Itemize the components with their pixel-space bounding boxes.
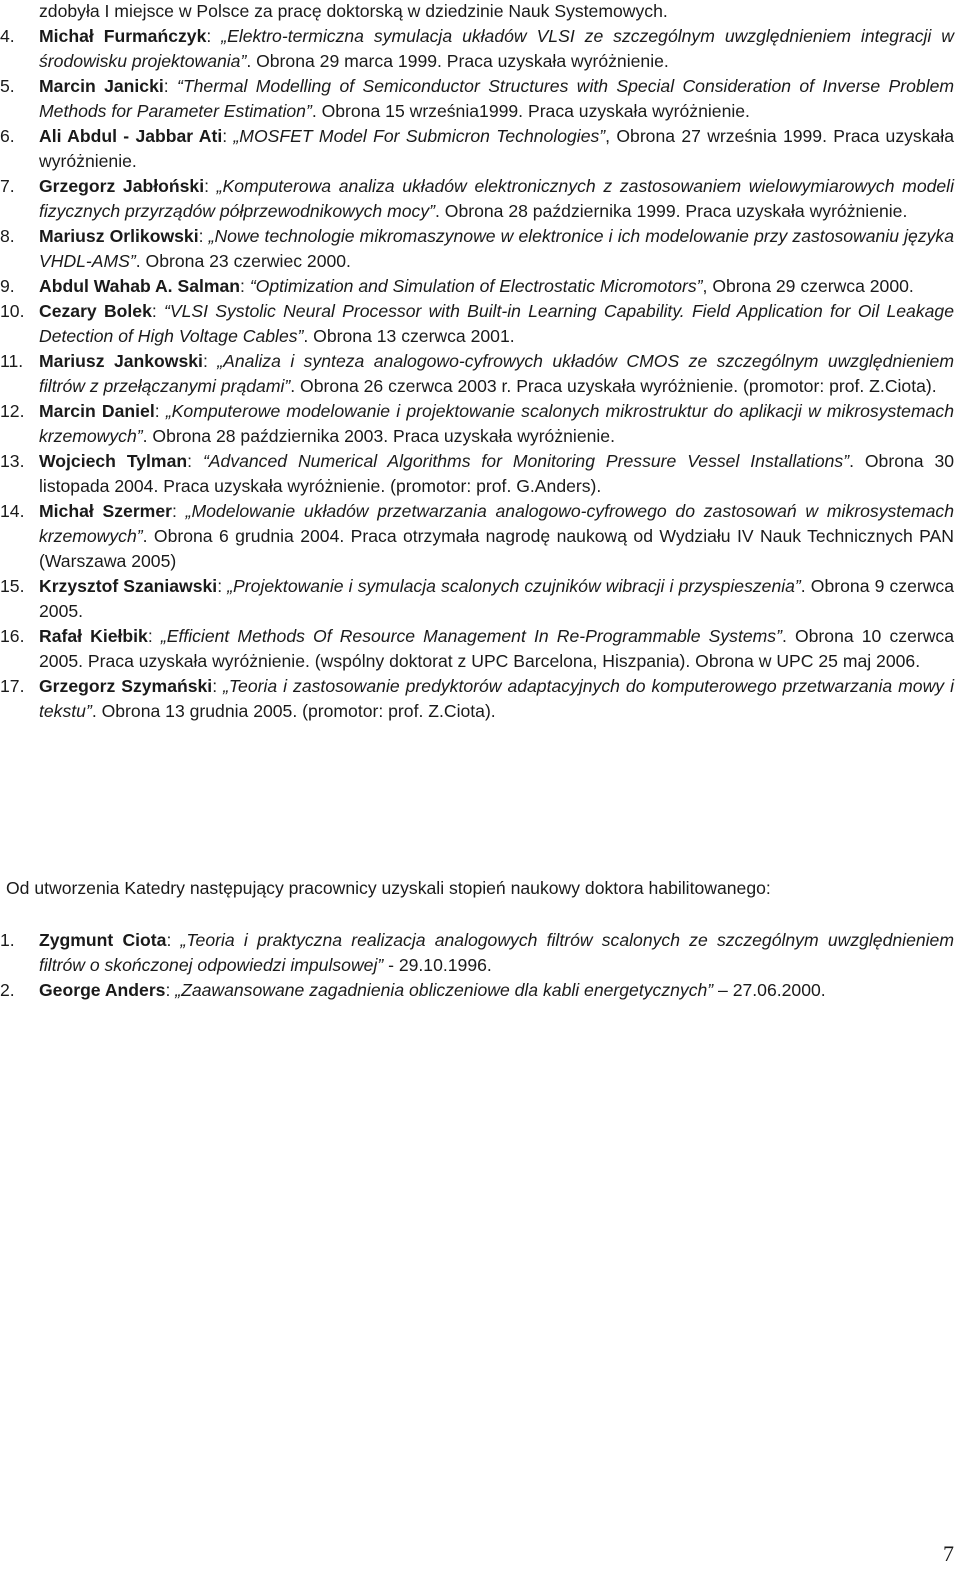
defense-details: – 27.06.2000. [713,980,826,1000]
separator: : [204,176,217,196]
separator: : [187,451,203,471]
defense-details: . Obrona 28 października 2003. Praca uzyskała wyróżnienie. [142,426,615,446]
person-name: Grzegorz Jabłoński [39,176,205,196]
defense-details: . Obrona 30 listopada 2004. Praca uzyskała wyróżnienie. (promotor: prof. G.Anders). [39,451,955,496]
person-name: Marcin Daniel [39,401,155,421]
separator: : [198,226,209,246]
thesis-title: “Advanced Numerical Algorithms for Monitoring Pressure Vessel Installations” [202,451,850,471]
separator: : [165,980,176,1000]
defense-details: . Obrona 6 grudnia 2004. Praca otrzymała nagrodę naukową od Wydziału IV Nauk Technicznych PAN (Warszawa 2005) [39,526,954,571]
person-name: Rafał Kiełbik [39,626,148,646]
defense-details: . Obrona 29 marca 1999. Praca uzyskała wyróżnienie. [246,51,669,71]
item-number: 8. [0,226,15,246]
person-name: Mariusz Jankowski [39,351,203,371]
separator: : [154,401,166,421]
list-item [0,174,954,224]
item-number: 17. [0,676,25,696]
thesis-title: „Teoria i zastosowanie predyktorów adaptacyjnych do komputerowego przetwarzania mowy i tekstu” [39,676,954,721]
item-number: 12. [0,401,25,421]
defense-details: . Obrona 23 czerwiec 2000. [135,251,351,271]
defense-details: . Obrona 13 grudnia 2005. (promotor: prof. Z.Ciota). [91,701,496,721]
separator: : [240,276,250,296]
defense-details: , Obrona 27 września 1999. Praca uzyskała wyróżnienie. [39,126,954,171]
person-name: Cezary Bolek [39,301,152,321]
list-item [0,349,954,399]
defense-details: . Obrona 26 czerwca 2003 r. Praca uzyskała wyróżnienie. (promotor: prof. Z.Ciota). [290,376,937,396]
list-item [0,574,954,624]
separator: : [151,301,164,321]
item-number: 14. [0,501,25,521]
list-item [0,299,954,349]
item-number: 16. [0,626,25,646]
list-item [0,674,954,724]
person-name: Wojciech Tylman [39,451,188,471]
thesis-title: “VLSI Systolic Neural Processor with Built-in Learning Capability. Field Application for Oil Leakage Detection of High Voltage Cables” [39,301,954,346]
defense-details: , Obrona 29 czerwca 2000. [702,276,914,296]
separator: : [217,576,228,596]
thesis-title: „Teoria i praktyczna realizacja analogowych filtrów scalonych ze szczególnym uwzględnieniem filtrów o skończonej odpowiedzi impulsowej” [39,930,954,975]
list-item [0,24,954,74]
thesis-title: „Zaawansowane zagadnienia obliczeniowe dla kabli energetycznych” [175,980,714,1000]
person-name: Michał Furmańczyk [39,26,207,46]
person-name: Mariusz Orlikowski [39,226,199,246]
thesis-title: “Thermal Modelling of Semiconductor Structures with Special Consideration of Inverse Problem Methods for Parameter Estimation” [39,76,955,121]
list-item [0,124,954,174]
separator: : [166,930,181,950]
defense-details: . Obrona 28 października 1999. Praca uzyskała wyróżnienie. [435,201,908,221]
page-number: 7 [943,1541,954,1566]
item-number: 2. [0,980,15,1000]
list-item [0,74,954,124]
phd-list [0,24,954,724]
thesis-title: „Modelowanie układów przetwarzania analogowo-cyfrowego do zastosowań w mikrosystemach krzemowych” [39,501,954,546]
person-name: Krzysztof Szaniawski [39,576,218,596]
thesis-title: „Analiza i synteza analogowo-cyfrowych układów CMOS ze szczególnym uwzględnieniem filtrów z przełączanymi prądami” [39,351,954,396]
item-number: 10. [0,301,25,321]
item-number: 7. [0,176,15,196]
thesis-title: „Komputerowa analiza układów elektronicznych z zastosowaniem wielowymiarowych modeli fizycznych przyrządów półprzewodnikowych mocy” [39,176,954,221]
separator: : [147,626,161,646]
list-item [0,624,954,674]
separator: : [163,76,178,96]
person-name: Grzegorz Szymański [39,676,213,696]
item-number: 1. [0,930,15,950]
list-item [0,928,954,978]
separator: : [222,126,234,146]
item-number: 9. [0,276,15,296]
person-name: Michał Szermer [39,501,172,521]
separator: : [212,676,224,696]
thesis-title: “Optimization and Simulation of Electrostatic Micromotors” [249,276,703,296]
person-name: Abdul Wahab A. Salman [39,276,241,296]
item-number: 13. [0,451,25,471]
item-number: 11. [0,351,24,371]
item-number: 6. [0,126,15,146]
thesis-title: „Projektowanie i symulacja scalonych czujników wibracji i przyspieszenia” [227,576,801,596]
thesis-title: „MOSFET Model For Submicron Technologies” [233,126,606,146]
defense-details: . Obrona 9 czerwca 2005. [39,576,955,621]
thesis-title: „Efficient Methods Of Resource Management In Re-Programmable Systems” [160,626,782,646]
person-name: Marcin Janicki [39,76,164,96]
separator: : [206,26,222,46]
defense-details: . Obrona 15 września1999. Praca uzyskała wyróżnienie. [311,101,750,121]
person-name: George Anders [39,980,166,1000]
thesis-title: „Nowe technologie mikromaszynowe w elektronice i ich modelowanie przy zastosowaniu języka VHDL-AMS” [39,226,955,271]
list-item [0,978,954,1003]
list-item [0,399,954,449]
separator: : [202,351,218,371]
habilitation-intro-text: Od utworzenia Katedry następujący pracownicy uzyskali stopień naukowy doktora habilitowanego: [6,878,771,898]
list-item [0,449,954,499]
item-number: 5. [0,76,15,96]
person-name: Zygmunt Ciota [39,930,167,950]
separator: : [171,501,186,521]
habilitation-list [0,928,954,1003]
intro-continuation-text: zdobyła I miejsce w Polsce za pracę doktorską w dziedzinie Nauk Systemowych. [39,1,668,21]
thesis-title: „Elektro-termiczna symulacja układów VLSI ze szczególnym uwzględnieniem integracji w środowisku projektowania” [39,26,954,71]
item-number: 15. [0,576,25,596]
defense-details: . Obrona 10 czerwca 2005. Praca uzyskała wyróżnienie. (wspólny doktorat z UPC Barcelona, Hiszpania). Obrona w UPC 25 maj 2006. [39,626,954,671]
list-item [0,499,954,574]
list-item [0,274,954,299]
defense-details: . Obrona 13 czerwca 2001. [303,326,515,346]
list-item [0,224,954,274]
item-number: 4. [0,26,15,46]
thesis-title: „Komputerowe modelowanie i projektowanie scalonych mikrostruktur do aplikacji w mikrosystemach krzemowych” [39,401,954,446]
person-name: Ali Abdul - Jabbar Ati [39,126,223,146]
defense-details: - 29.10.1996. [383,955,492,975]
